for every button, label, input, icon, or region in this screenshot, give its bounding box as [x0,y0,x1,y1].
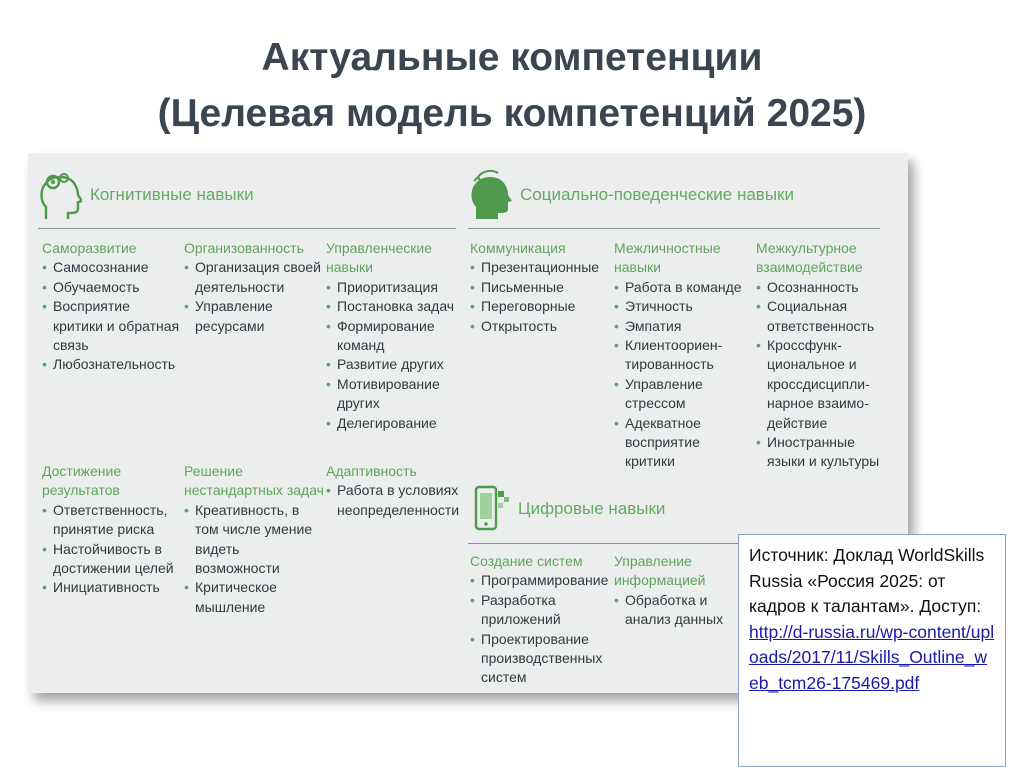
section-header-cognitive [38,167,254,223]
list-item: • Ответственность, принятие риска [42,501,182,540]
source-text: Источник: Доклад WorldSkills Russia «Россия 2025: от кадров к талантам». Доступ: [749,545,985,616]
list-item: • Иностранные языки и культуры [756,433,902,472]
smartphone-icon [474,483,510,535]
list-item: • Кроссфунк- циональное и кроссдисципли- нарное взаимо- действие [756,336,902,433]
list-item: • Делегирование [326,414,460,433]
competency-column [184,462,326,617]
list-item: • Обработка и анализ данных [614,591,734,630]
list-item: • Осознанность [756,278,902,297]
list-item: • Программирование [470,571,610,590]
competency-column [470,552,610,688]
list-item: • Этичность [614,297,754,316]
column-title: Адаптивность [326,463,417,479]
list-item: • Постановка задач [326,297,460,316]
section-label-cognitive: Когнитивные навыки [90,185,254,204]
column-title: Коммуникация [470,240,566,256]
competency-column [614,239,754,472]
list-item: • Настойчивость в достижении целей [42,540,182,579]
competency-column [42,462,182,598]
list-item: • Восприятие критики и обратная связь [42,297,182,355]
column-title: Межкультурное взаимодействие [756,240,863,276]
column-title: Создание систем [470,553,583,569]
list-item: • Проектирование производственных систем [470,630,610,688]
list-item: • Разработка приложений [470,591,610,630]
list-item: • Социальная ответственность [756,297,902,336]
competency-column [756,239,902,472]
title-line-2: (Целевая модель компетенций 2025) [157,92,867,135]
competency-column [42,239,182,375]
column-title: Управленческие навыки [326,240,433,276]
list-item: • Инициативность [42,578,182,597]
list-item: • Креативность, в том числе умение видеть возможности [184,501,326,579]
list-item: • Критическое мышление [184,578,326,617]
source-link[interactable]: http://d-russia.ru/wp-content/uploads/2017/11/Skills_Outline_web_tcm26-175469.pdf [749,621,995,693]
list-item: • Переговорные [470,297,610,316]
list-item: • Самосознание [42,258,182,277]
column-title: Саморазвитие [42,240,137,256]
competency-column [614,552,734,630]
column-title: Достижение результатов [42,463,122,499]
section-divider [468,228,880,229]
competency-column [184,239,326,336]
list-item: • Приоритизация [326,278,460,297]
list-item: • Эмпатия [614,317,754,336]
list-item: • Письменные [470,278,610,297]
page-title [0,30,1024,142]
list-item: • Любознательность [42,355,182,374]
list-item: • Адекватное восприятие критики [614,414,754,472]
section-label-social: Социально-поведенческие навыки [520,185,794,204]
title-line-1: Актуальные компетенции [261,36,763,79]
list-item: • Клиентоориен- тированность [614,336,754,375]
list-item: • Обучаемость [42,278,182,297]
competency-column [326,239,460,433]
list-item: • Работа в команде [614,278,754,297]
list-item: • Организация своей деятельности [184,258,326,297]
head-gear-icon [38,167,82,223]
column-title: Решение нестандартных задач [184,463,324,499]
list-item: • Мотивирование других [326,375,460,414]
column-title: Управление информацией [614,553,706,589]
competency-column [326,462,460,520]
column-title: Межличностные навыки [614,240,721,276]
column-title: Организованность [184,240,304,256]
section-label-digital: Цифровые навыки [518,499,666,518]
head-profile-icon [468,167,512,223]
section-header-social [468,167,794,223]
list-item: • Управление ресурсами [184,297,326,336]
section-header-digital [474,483,665,535]
competency-column [470,239,610,336]
list-item: • Развитие других [326,355,460,374]
list-item: • Работа в условиях неопределенности [326,481,460,520]
list-item: • Презентационные [470,258,610,277]
list-item: • Открытость [470,317,610,336]
list-item: • Управление стрессом [614,375,754,414]
list-item: • Формирование команд [326,317,460,356]
source-note [738,534,1006,767]
section-divider [38,228,456,229]
